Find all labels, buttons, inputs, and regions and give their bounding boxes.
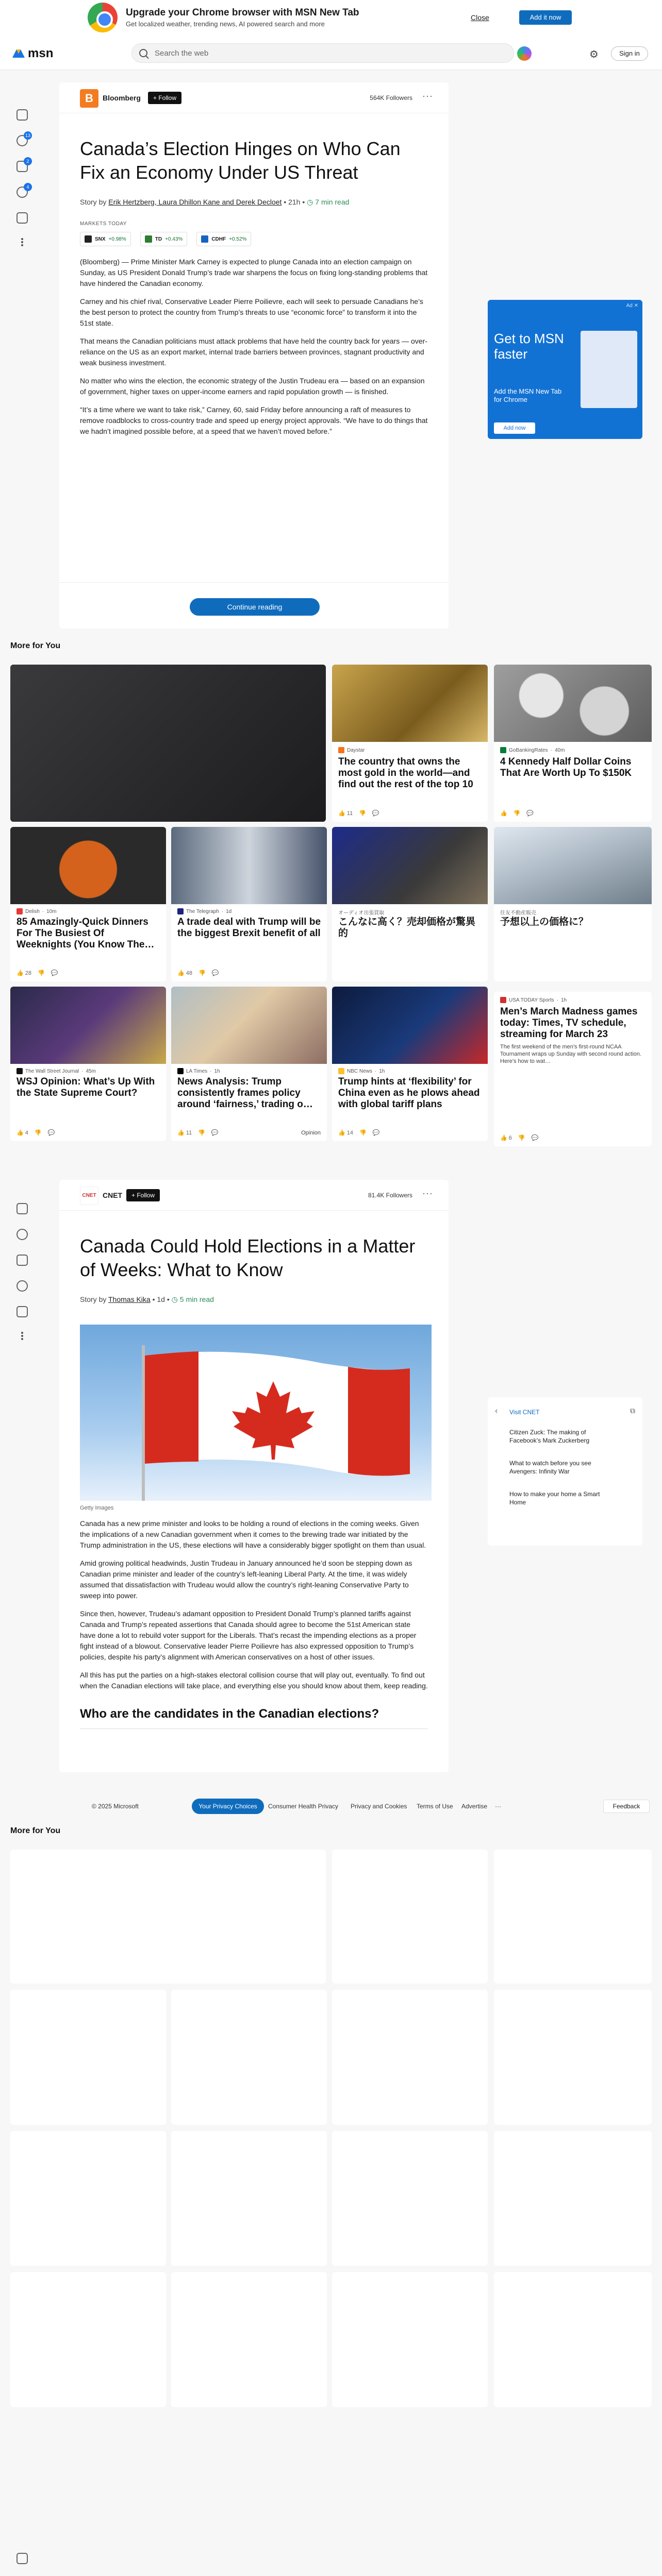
chrome-logo-icon xyxy=(88,3,118,32)
top-nav xyxy=(0,35,662,70)
byline: Story by Erik Hertzberg, Laura Dhillon Kane and Derek Decloet • 21h • ◷ 7 min read xyxy=(80,198,350,206)
clock-icon: ◷ xyxy=(171,1295,178,1303)
promo-close-link[interactable]: Close xyxy=(471,13,489,22)
more-for-you-heading: More for You xyxy=(10,641,61,650)
tile-headline: 85 Amazingly-Quick Dinners For The Busiest Of Weeknights (You Know The… xyxy=(16,917,155,950)
placeholder-tile xyxy=(494,2272,652,2407)
copilot-icon[interactable] xyxy=(517,46,532,61)
followers-count: 81.4K Followers xyxy=(368,1192,412,1199)
more-for-you-grid-loading xyxy=(10,1850,652,2576)
article-body xyxy=(59,1518,449,1691)
placeholder-tile xyxy=(332,2272,488,2407)
comment-icon[interactable]: 💬 xyxy=(372,810,379,817)
paragraph: That means the Canadian politicians must attack problems that have held the country back for years — over-reliance on the US as an export market, internal trade barriers between provinces, stagnant productivity and weak business investment. xyxy=(80,337,427,367)
article-age: 21h xyxy=(288,198,301,206)
ad-headline: Get to MSN faster xyxy=(494,331,564,362)
placeholder-tile xyxy=(10,2272,166,2407)
more-options-icon[interactable] xyxy=(16,238,28,246)
read-time: 5 min read xyxy=(179,1295,214,1303)
like-icon[interactable]: 👍 48 xyxy=(177,970,193,976)
ticker-icon xyxy=(85,235,92,243)
trending-item[interactable]: Citizen Zuck: The making of Facebook’s Mark Zuckerberg xyxy=(509,1429,590,1444)
trending-item[interactable]: What to watch before you see Avengers: Infinity War xyxy=(509,1460,591,1475)
ad-close[interactable]: Ad ✕ xyxy=(626,303,638,309)
feed-tile[interactable] xyxy=(10,827,166,981)
tile-image xyxy=(494,665,652,742)
paragraph: Canada has a new prime minister and looks to be holding a round of elections in the coming weeks. Given the implications of a new Canadian government when it comes to the brewing trade war initiated by the Trump administration in the US, these elections will have a considerably bigger spotlight on them than usual. xyxy=(80,1519,426,1549)
ticker-chip[interactable] xyxy=(80,232,131,246)
footer-more-icon[interactable]: ··· xyxy=(495,1803,501,1810)
footer-link[interactable]: Privacy and Cookies xyxy=(351,1803,407,1810)
tile-actions xyxy=(177,970,219,976)
like-icon[interactable]: 👍 4 xyxy=(16,1130,28,1136)
follow-button[interactable]: + Follow xyxy=(148,92,181,104)
footer xyxy=(0,1795,662,1817)
tile-headline: Men’s March Madness games today: Times, TV schedule, streaming for March 23 xyxy=(500,1006,638,1040)
like-icon[interactable]: 👍 14 xyxy=(338,1130,354,1136)
visit-publisher-link[interactable]: Visit CNET xyxy=(509,1409,540,1416)
like-icon[interactable]: 👍 11 xyxy=(177,1130,192,1136)
tile-headline: 4 Kennedy Half Dollar Coins That Are Worth Up To $150K xyxy=(500,756,632,778)
more-options-icon[interactable]: ··· xyxy=(422,91,433,101)
tile-headline: 予想以上の価格に？ xyxy=(500,917,589,927)
publisher-name[interactable]: CNET xyxy=(103,1191,123,1199)
dislike-icon[interactable]: 👎 xyxy=(359,810,366,817)
dislike-icon[interactable]: 👎 xyxy=(518,1135,525,1141)
placeholder-tile xyxy=(10,1990,166,2125)
tile-source: オーディオ出張買取 xyxy=(338,910,385,916)
comment-icon[interactable]: 💬 xyxy=(531,1135,539,1141)
ticker-change: +0.98% xyxy=(108,236,126,242)
placeholder-tile xyxy=(494,1990,652,2125)
more-options-icon[interactable]: ··· xyxy=(422,1188,433,1198)
tile-source: NBC News · 1h xyxy=(338,1068,385,1074)
paragraph: Carney and his chief rival, Conservative Leader Pierre Poilievre, each will seek to persuade Canadians he’s the best person to protect the country from Trump’s threats to use “economic force” to transform it into the 51st state. xyxy=(80,297,423,327)
tile-actions xyxy=(338,810,379,817)
paragraph: (Bloomberg) — Prime Minister Mark Carney is expected to plunge Canada into an election campaign on Sunday, as US President Donald Trump’s trade war sharpens the focus on fixing long-standing problems that have hindered the Canadian economy. xyxy=(80,258,428,287)
placeholder-tile xyxy=(494,1850,652,1984)
like-icon[interactable]: 👍 28 xyxy=(16,970,32,976)
image-caption: Getty Images xyxy=(80,1505,114,1511)
tile-source: The Wall Street Journal · 45m xyxy=(16,1068,96,1074)
tile-actions xyxy=(16,970,58,976)
gear-icon[interactable]: ⚙ xyxy=(589,49,599,60)
tile-image xyxy=(332,665,488,742)
tile-image xyxy=(10,665,326,822)
article-card xyxy=(59,82,449,629)
article-image xyxy=(80,1325,432,1501)
placeholder-tile xyxy=(332,1850,488,1984)
publisher-trending-card xyxy=(488,1397,642,1546)
search-input[interactable] xyxy=(131,43,514,63)
dislike-icon[interactable]: 👎 xyxy=(198,970,206,976)
comment-icon[interactable]: 💬 xyxy=(211,1130,219,1136)
continue-area xyxy=(59,582,449,629)
home-icon[interactable] xyxy=(16,109,28,121)
ticker-change: +0.52% xyxy=(229,236,247,242)
tile-source: USA TODAY Sports · 1h xyxy=(500,997,567,1003)
trending-item[interactable]: How to make your home a Smart Home xyxy=(509,1490,600,1506)
feed-tile[interactable] xyxy=(332,665,488,822)
notification-badge: 13 xyxy=(24,131,32,140)
article-body xyxy=(59,257,449,437)
more-for-you-heading: More for You xyxy=(10,1826,61,1835)
promo-subtitle: Get localized weather, trending news, AI powered search and more xyxy=(126,20,325,28)
canada-flag-image xyxy=(80,1325,432,1501)
followers-count: 564K Followers xyxy=(370,94,412,101)
feed-tile[interactable] xyxy=(171,987,327,1141)
footer-link[interactable]: Terms of Use xyxy=(417,1803,453,1810)
placeholder-tile xyxy=(332,1990,488,2125)
footer-link[interactable]: Consumer Health Privacy xyxy=(268,1803,339,1810)
msn-ad-card[interactable] xyxy=(488,300,642,439)
tile-image xyxy=(10,987,166,1064)
paragraph: No matter who wins the election, the economic strategy of the Justin Trudeau era — based on an expansion of government, higher taxes on upper-income earners and rapid population growth — is finished. xyxy=(80,377,425,396)
comment-icon[interactable]: 💬 xyxy=(51,970,58,976)
search-icon xyxy=(139,49,147,57)
article-header xyxy=(59,1180,449,1211)
placeholder-tile xyxy=(494,2131,652,2266)
comment-icon[interactable]: 💬 xyxy=(211,970,219,976)
placeholder-tile xyxy=(332,2131,488,2266)
ticker-chip[interactable] xyxy=(140,232,188,246)
dislike-icon[interactable]: 👎 xyxy=(38,970,45,976)
tile-image xyxy=(10,827,166,904)
markets-label: MARKETS TODAY xyxy=(80,221,127,227)
notifications-icon[interactable] xyxy=(16,1229,28,1240)
tile-image xyxy=(332,987,488,1064)
feed-tile[interactable] xyxy=(494,665,652,822)
shopping-badge: 4 xyxy=(24,183,32,191)
tile-actions xyxy=(16,1129,55,1136)
side-rail xyxy=(15,109,29,246)
clock-icon: ◷ xyxy=(307,198,313,206)
tile-source: 住友不動産販売 xyxy=(500,910,536,916)
tile-actions xyxy=(177,1129,219,1136)
article-age: 1d xyxy=(157,1295,165,1303)
ticker-icon xyxy=(145,235,152,243)
article-title: Canada Could Hold Elections in a Matter of Weeks: What to Know xyxy=(80,1235,416,1280)
author-link[interactable]: Thomas Kika xyxy=(108,1295,151,1303)
tile-source: Delish · 10m xyxy=(16,908,57,914)
read-time: 7 min read xyxy=(315,198,350,206)
placeholder-tile xyxy=(171,1990,327,2125)
signin-button[interactable]: Sign in xyxy=(611,46,648,61)
paragraph: Amid growing political headwinds, Justin Trudeau in January announced he’d soon be stepping down as Canadian prime minister and leader of the country’s left-leaning Liberal Party. At the time, it was widely assumed that dissatisfaction with Trudeau would allow the country’s right-leaning Conservative Party to sweep into power. xyxy=(80,1559,412,1600)
like-icon[interactable]: 👍 xyxy=(500,810,507,817)
promo-banner xyxy=(0,0,662,35)
dislike-icon[interactable]: 👎 xyxy=(198,1130,205,1136)
tile-source: The Telegraph · 1d xyxy=(177,908,231,914)
placeholder-tile xyxy=(10,1850,326,1984)
tile-headline: News Analysis: Trump consistently frames policy around ‘fairness,’ trading o… xyxy=(177,1076,313,1110)
tile-image xyxy=(494,827,652,904)
feed-tile[interactable] xyxy=(332,827,488,981)
home-icon[interactable] xyxy=(16,1203,28,1214)
ticker-symbol: SNX xyxy=(95,236,106,242)
msn-logo[interactable] xyxy=(11,46,53,61)
paragraph: All this has put the parties on a high-stakes electoral collision course that will play out, eventually. To find out when the Canadian elections will take place, and everything else you should know about them, keep reading. xyxy=(80,1671,428,1690)
dislike-icon[interactable]: 👎 xyxy=(513,810,521,817)
msn-bird-icon xyxy=(11,47,26,60)
article-subheading: Who are the candidates in the Canadian elections? xyxy=(80,1707,379,1721)
tile-source: Daystar xyxy=(338,747,365,753)
placeholder-tile xyxy=(10,2131,166,2266)
feed-tile[interactable] xyxy=(332,987,488,1141)
feed-tile[interactable] xyxy=(171,827,327,981)
feed-icon[interactable] xyxy=(16,1255,28,1266)
copyright: © 2025 Microsoft xyxy=(92,1803,139,1810)
ticker-symbol: CDHF xyxy=(211,236,226,242)
promo-add-button[interactable]: Add it now xyxy=(519,10,572,25)
tile-headline: Trump hints at ‘flexibility’ for China even as he plows ahead with global tariff plans xyxy=(338,1076,480,1110)
feed-tile-large[interactable] xyxy=(10,665,326,822)
external-link-icon[interactable]: ⧉ xyxy=(630,1406,635,1415)
bookmark-icon[interactable] xyxy=(16,1306,28,1317)
byline-prefix: Story by xyxy=(80,1295,107,1303)
article-card xyxy=(59,1180,449,1772)
like-icon[interactable]: 👍 11 xyxy=(338,810,353,817)
opinion-badge: Opinion xyxy=(301,1130,321,1136)
search-placeholder: Search the web xyxy=(155,48,209,58)
ticker-change: +0.43% xyxy=(165,236,183,242)
tile-actions xyxy=(500,810,534,817)
notifications-icon[interactable] xyxy=(16,135,28,146)
feedback-button[interactable]: Feedback xyxy=(603,1800,650,1813)
ad-body: Add the MSN New Tab for Chrome xyxy=(494,387,562,403)
placeholder-tile xyxy=(171,2272,327,2407)
dislike-icon[interactable]: 👎 xyxy=(359,1130,367,1136)
tile-actions xyxy=(338,1129,379,1136)
bookmark-icon[interactable] xyxy=(16,212,28,224)
divider xyxy=(80,1728,428,1729)
chevron-left-icon[interactable]: ‹ xyxy=(495,1406,498,1415)
tile-image xyxy=(171,987,327,1064)
feed-icon[interactable] xyxy=(16,161,28,172)
feed-badge: 2 xyxy=(24,157,32,165)
tile-source: GoBankingRates · 40m xyxy=(500,747,565,753)
comment-icon[interactable]: 💬 xyxy=(47,1130,55,1136)
promo-title: Upgrade your Chrome browser with MSN New Tab xyxy=(126,7,359,18)
tile-image xyxy=(332,827,488,904)
article-title: Canada’s Election Hinges on Who Can Fix an Economy Under US Threat xyxy=(80,138,401,183)
paragraph: “It’s a time where we want to take risk,” Carney, 60, said Friday before announcing a raft of measures to remove roadblocks to cross-country trade and speed up energy project approvals. “We have to do things that we hadn’t imagined possible before, at a speed that we haven’t moved before.” xyxy=(80,405,428,435)
byline-prefix: Story by xyxy=(80,198,107,206)
comment-icon[interactable]: 💬 xyxy=(372,1130,380,1136)
privacy-choices-button[interactable]: Your Privacy Choices xyxy=(192,1799,264,1814)
tile-image xyxy=(171,827,327,904)
paragraph: Since then, however, Trudeau’s adamant opposition to President Donald Trump’s planned tariffs against Canada and Trump’s repeated assertions that Canada should agree to become the 51st American state have done a lot to rebuild voter support for the Liberals. That’s recast the impending elections as a proper fight instead of a blowout. Conservative leader Pierre Poilievre has also expressed opposition to Trump’s policies, despite his party’s alignment with American conservatives on a host of other issues. xyxy=(80,1609,417,1661)
side-rail-2 xyxy=(15,1203,29,1340)
promo-text xyxy=(126,7,359,28)
more-options-icon[interactable] xyxy=(16,1332,28,1340)
ticker-chip[interactable] xyxy=(196,232,251,246)
bloomberg-logo-icon: B xyxy=(80,89,98,108)
tile-description: The first weekend of the men's first-round NCAA Tournament wraps up Sunday with second round action. Here's how to wat… xyxy=(500,1044,641,1064)
author-link[interactable]: Erik Hertzberg, Laura Dhillon Kane and Derek Decloet xyxy=(108,198,282,206)
article-header xyxy=(59,82,449,113)
dislike-icon[interactable]: 👎 xyxy=(34,1130,42,1136)
tile-headline: The country that owns the most gold in the world—and find out the rest of the top 10 xyxy=(338,756,473,790)
ad-screenshot xyxy=(581,331,637,408)
continue-reading-button[interactable]: Continue reading xyxy=(190,598,320,616)
tile-headline: A trade deal with Trump will be the biggest Brexit benefit of all xyxy=(177,917,321,939)
ticker-symbol: TD xyxy=(155,236,162,242)
tile-actions xyxy=(500,1134,538,1141)
placeholder-tile xyxy=(171,2131,327,2266)
comment-icon[interactable]: 💬 xyxy=(526,810,534,817)
footer-link[interactable]: Advertise xyxy=(461,1803,488,1810)
shopping-icon[interactable] xyxy=(16,1280,28,1292)
tile-headline: WSJ Opinion: What’s Up With the State Supreme Court? xyxy=(16,1076,155,1098)
feed-tile[interactable] xyxy=(494,992,652,1146)
shopping-icon[interactable] xyxy=(16,184,29,198)
feed-tile[interactable] xyxy=(494,827,652,981)
publisher-name[interactable]: Bloomberg xyxy=(103,94,141,102)
tile-headline: こんなに高く？売却価格が驚異的 xyxy=(338,917,476,939)
feed-tile[interactable] xyxy=(10,987,166,1141)
follow-button[interactable]: + Follow xyxy=(126,1189,160,1201)
ad-add-button[interactable]: Add now xyxy=(494,422,535,434)
byline: Story by Thomas Kika • 1d • ◷ 5 min read xyxy=(80,1295,214,1303)
cnet-logo-icon: CNET xyxy=(80,1187,98,1205)
msn-logo-text: msn xyxy=(28,46,54,60)
tile-source: LA Times · 1h xyxy=(177,1068,220,1074)
ticker-icon xyxy=(201,235,208,243)
like-icon[interactable]: 👍 6 xyxy=(500,1135,512,1141)
markets-strip xyxy=(80,221,428,246)
